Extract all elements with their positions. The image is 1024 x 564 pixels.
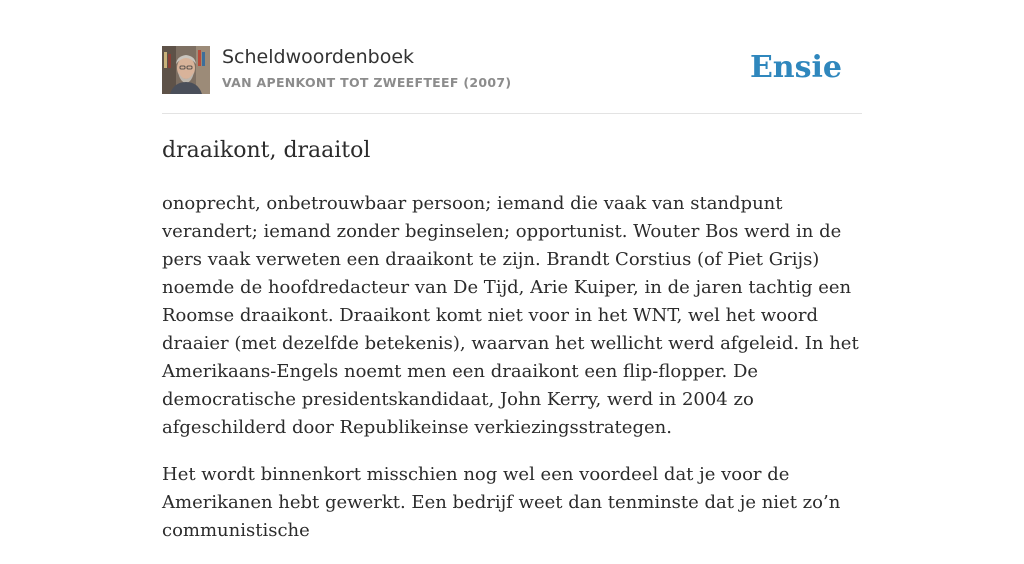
header-divider — [162, 113, 862, 114]
entry-title: draaikont, draaitol — [162, 138, 371, 163]
site-header — [162, 46, 862, 96]
entry-paragraph: Het wordt binnenkort misschien nog wel een voordeel dat je voor de Amerikanen hebt gewerkt. Een bedrijf weet dan tenminste dat je niet zo’n communistische — [162, 464, 841, 541]
brand-logo-link[interactable]: Ensie — [749, 50, 842, 85]
entry-paragraph: onoprecht, onbetrouwbaar persoon; iemand die vaak van standpunt verandert; iemand zonder beginselen; opportunist. Wouter Bos werd in de pers vaak verweten een draaikont te zijn. Brandt Corstius (of Piet Grijs) noemde de hoofdredacteur van De Tijd, Arie Kuiper, in de jaren tachtig een Roomse draaikont. Draaikont komt niet voor in het WNT, wel het woord draaier (met dezelfde betekenis), waarvan het wellicht werd afgeleid. In het Amerikaans-Engels noemt men een draaikont een flip-flopper. De democratische presidentskandidaat, John Kerry, werd in 2004 zo afgeschilderd door Republikeinse verkiezingsstrategen. — [162, 193, 859, 438]
author-portrait-icon — [162, 46, 210, 94]
book-subtitle: VAN APENKONT TOT ZWEEFTEEF (2007) — [222, 75, 512, 90]
book-title[interactable]: Scheldwoordenboek — [222, 46, 415, 68]
author-avatar[interactable] — [162, 46, 210, 94]
entry-content — [162, 190, 862, 564]
